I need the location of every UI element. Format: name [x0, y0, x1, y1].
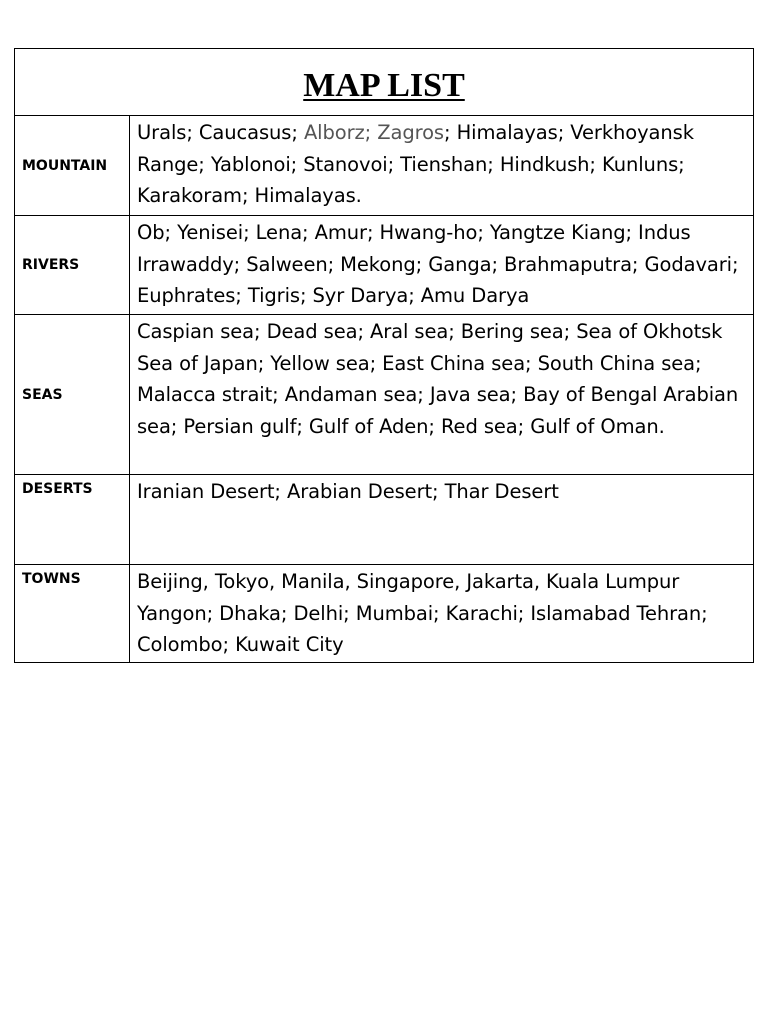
table-row-deserts [15, 475, 754, 565]
title-row [15, 49, 754, 116]
row-label-rivers: RIVERS [15, 216, 130, 315]
row-content-towns: Beijing, Tokyo, Manila, Singapore, Jakarta, Kuala Lumpur Yangon; Dhaka; Delhi; Mumbai; Karachi; Islamabad Tehran; Colombo; Kuwait City [130, 565, 754, 663]
row-content-rivers: Ob; Yenisei; Lena; Amur; Hwang-ho; Yangtze Kiang; Indus Irrawaddy; Salween; Mekong; Ganga; Brahmaputra; Godavari; Euphrates; Tigris; Syr Darya; Amu Darya [130, 216, 754, 315]
row-label-towns: TOWNS [15, 565, 130, 663]
table-row-mountain [15, 116, 754, 216]
row-label-mountain: MOUNTAIN [15, 116, 130, 216]
row-content-deserts: Iranian Desert; Arabian Desert; Thar Desert [130, 475, 754, 565]
mountain-text-end: ; Himalayas; Verkhoyansk Range; Yablonoi; Stanovoi; Tienshan; Hindkush; Kunluns; Karakoram; Himalayas. [137, 121, 694, 207]
row-label-deserts: DESERTS [15, 475, 130, 565]
row-label-seas: SEAS [15, 315, 130, 475]
row-content-seas: Caspian sea; Dead sea; Aral sea; Bering sea; Sea of Okhotsk Sea of Japan; Yellow sea; East China sea; South China sea; Malacca strait; Andaman sea; Java sea; Bay of Bengal Arabian sea; Persian gulf; Gulf of Aden; Red sea; Gulf of Oman. [130, 315, 754, 475]
mountain-text-start: Urals; Caucasus; [137, 121, 304, 144]
table-row-rivers [15, 216, 754, 315]
table-row-seas [15, 315, 754, 475]
title-cell [15, 49, 754, 116]
row-content-mountain [130, 116, 754, 216]
page-title: MAP LIST [303, 67, 465, 104]
table-row-towns [15, 565, 754, 663]
map-list-table [14, 48, 754, 663]
mountain-text-highlight: Alborz; Zagros [303, 121, 444, 144]
